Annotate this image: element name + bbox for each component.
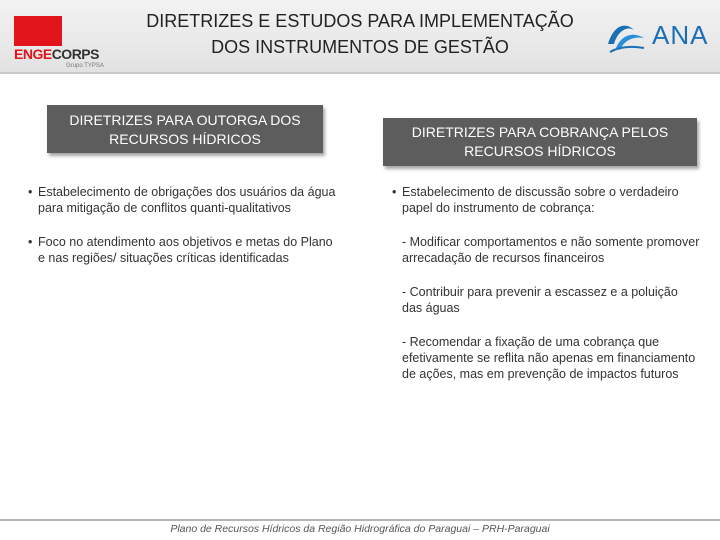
outorga-heading-line-1: DIRETRIZES PARA OUTORGA DOS bbox=[69, 112, 301, 128]
title-line-1: DIRETRIZES E ESTUDOS PARA IMPLEMENTAÇÃO bbox=[146, 11, 574, 31]
cobranca-list bbox=[392, 184, 700, 400]
list-item: • Estabelecimento de discussão sobre o verdadeiro papel do instrumento de cobrança: bbox=[392, 185, 679, 215]
list-item: • Estabelecimento de obrigações dos usuários da água para mitigação de conflitos quanti-qualitativos bbox=[28, 185, 336, 215]
cobranca-heading-box bbox=[383, 118, 697, 166]
sub-item: - Recomendar a fixação de uma cobrança que efetivamente se reflita não apenas em financiamento de ações, mas em prevenção de impactos futuros bbox=[402, 335, 696, 381]
slide-title bbox=[120, 8, 600, 60]
outorga-list bbox=[28, 184, 340, 284]
footer-divider bbox=[0, 519, 720, 521]
cobranca-heading-line-2: RECURSOS HÍDRICOS bbox=[464, 143, 616, 159]
bullet-icon: • bbox=[392, 185, 397, 199]
bullet-icon: • bbox=[28, 235, 33, 249]
outorga-heading-line-2: RECURSOS HÍDRICOS bbox=[109, 131, 261, 147]
title-line-2: DOS INSTRUMENTOS DE GESTÃO bbox=[211, 37, 509, 57]
engecorps-logo bbox=[8, 10, 113, 69]
list-item: • Foco no atendimento aos objetivos e metas do Plano e nas regiões/ situações críticas identificadas bbox=[28, 235, 333, 265]
outorga-heading-box bbox=[47, 105, 323, 153]
sub-item: - Contribuir para prevenir a escassez e a poluição das águas bbox=[402, 285, 678, 315]
wave-icon bbox=[604, 14, 648, 58]
ana-wordmark: ANA bbox=[652, 20, 709, 50]
sub-item: - Modificar comportamentos e não somente promover arrecadação de recursos financeiros bbox=[402, 235, 700, 265]
ana-logo bbox=[604, 14, 714, 58]
logo-wordmark: ENGECORPS bbox=[14, 46, 99, 62]
logo-red-square bbox=[14, 16, 62, 46]
cobranca-heading-line-1: DIRETRIZES PARA COBRANÇA PELOS bbox=[411, 124, 669, 140]
logo-subtitle: Grupo TYPSA bbox=[66, 63, 104, 69]
slide-header bbox=[0, 0, 720, 74]
footer-caption: Plano de Recursos Hídricos da Região Hidrográfica do Paraguai – PRH-Paraguai bbox=[170, 523, 550, 535]
bullet-icon: • bbox=[28, 185, 33, 199]
